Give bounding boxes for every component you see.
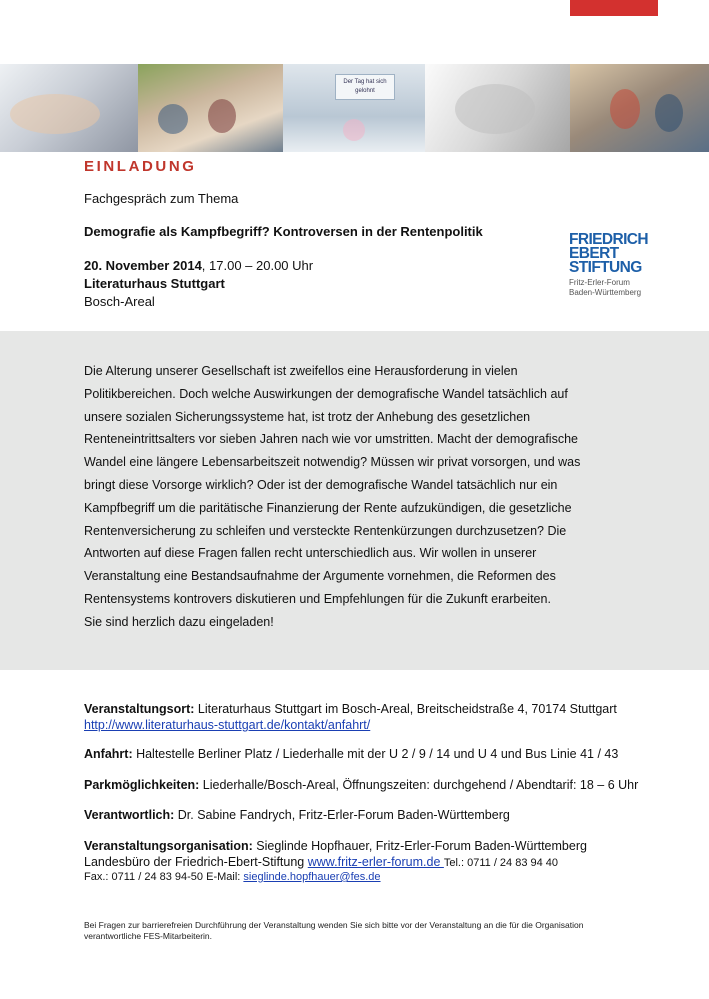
person-shape bbox=[655, 94, 683, 132]
responsible-text: Dr. Sabine Fandrych, Fritz-Erler-Forum Baden-Württemberg bbox=[174, 808, 510, 822]
logo-line-1: FRIEDRICH bbox=[569, 231, 648, 248]
event-venue bbox=[84, 275, 313, 293]
forum-website-link[interactable]: www.fritz-erler-forum.de bbox=[307, 855, 444, 869]
office-text: Landesbüro der Friedrich-Ebert-Stiftung bbox=[84, 855, 308, 869]
fes-logo bbox=[569, 233, 664, 313]
organisation-label: Veranstaltungsorganisation: bbox=[84, 839, 253, 853]
description-line: Antworten auf diese Fragen fallen recht unterschiedlich aus. Wir wollen in unserer bbox=[84, 546, 537, 561]
footnote-line: verantwortliche FES-Mitarbeiterin. bbox=[84, 931, 213, 941]
access-label: Anfahrt: bbox=[84, 747, 133, 761]
logo-sub-2: Baden-Württemberg bbox=[569, 288, 642, 297]
access-info bbox=[84, 746, 684, 762]
description-line: Politikbereichen. Doch welche Auswirkungen der demografische Wandel tatsächlich auf bbox=[84, 386, 568, 401]
event-datetime bbox=[84, 257, 313, 275]
description-line: Sie sind herzlich dazu eingeladen! bbox=[84, 614, 274, 629]
venue-info bbox=[84, 701, 684, 733]
description-line: unsere sozialen Sicherungssysteme hat, ist trotz der Anhebung des gesetzlichen bbox=[84, 409, 531, 424]
event-area: Bosch-Areal bbox=[84, 294, 155, 309]
photo-banner bbox=[0, 64, 709, 152]
event-intro: Fachgespräch zum Thema bbox=[84, 191, 239, 206]
event-time: , 17.00 – 20.00 Uhr bbox=[201, 258, 314, 273]
parking-text: Liederhalle/Bosch-Areal, Öffnungszeiten: durchgehend / Abendtarif: 18 – 6 Uhr bbox=[199, 778, 639, 792]
description-line: Rentensystems kontrovers diskutieren und Empfehlungen für die Zukunft erarbeiten. bbox=[84, 591, 551, 606]
accessibility-footnote bbox=[84, 920, 644, 942]
email-link[interactable]: sieglinde.hopfhauer@fes.de bbox=[243, 871, 381, 883]
parking-label: Parkmöglichkeiten: bbox=[84, 778, 200, 792]
logo-sub-1: Fritz-Erler-Forum bbox=[569, 278, 630, 287]
logo-line-2: EBERT bbox=[569, 245, 619, 262]
cup-shape bbox=[343, 119, 365, 141]
hands-shape bbox=[10, 94, 100, 134]
footnote-line: Bei Fragen zur barrierefreien Durchführung der Veranstaltung wenden Sie sich bitte vor der Veranstaltung an die für die Organisation bbox=[84, 920, 584, 930]
person-shape bbox=[158, 104, 188, 134]
description-text bbox=[84, 360, 624, 634]
fax-email-text: Fax.: 0711 / 24 83 94-50 E-Mail: bbox=[84, 871, 244, 883]
organisation-line bbox=[84, 838, 684, 854]
description-line: Kampfbegriff um die paritätische Finanzierung der Rente aufzukündigen, die gesetzliche bbox=[84, 500, 572, 515]
photo-keyboard-hands bbox=[0, 64, 138, 152]
person-shape bbox=[610, 89, 640, 129]
feedback-card: Der Tag hat sich gelohnt bbox=[335, 74, 395, 100]
red-corner-tab bbox=[570, 0, 658, 16]
hand-shape bbox=[455, 84, 535, 134]
venue-name: Literaturhaus Stuttgart bbox=[84, 276, 225, 291]
description-line: Wandel eine längere Lebensarbeitszeit notwendig? Müssen wir privat vorsorgen, und was bbox=[84, 455, 581, 470]
person-shape bbox=[208, 99, 236, 133]
event-details-block bbox=[84, 257, 313, 311]
responsible-label: Verantwortlich: bbox=[84, 808, 175, 822]
description-line: bringt diese Vorsorge wirklich? Oder ist der demografische Wandel tatsächlich nur ein bbox=[84, 477, 558, 492]
invitation-heading: EINLADUNG bbox=[84, 158, 197, 175]
venue-link-line bbox=[84, 717, 684, 733]
logo-line-3: STIFTUNG bbox=[569, 259, 642, 276]
contact-line bbox=[84, 871, 684, 884]
parking-info bbox=[84, 777, 684, 793]
event-topic: Demografie als Kampfbegriff? Kontroversen in der Rentenpolitik bbox=[84, 224, 483, 239]
venue-directions-link[interactable]: http://www.literaturhaus-stuttgart.de/kontakt/anfahrt/ bbox=[84, 718, 371, 732]
photo-writing-notes bbox=[425, 64, 570, 152]
organisation-text: Sieglinde Hopfhauer, Fritz-Erler-Forum Baden-Württemberg bbox=[252, 839, 587, 853]
access-text: Haltestelle Berliner Platz / Liederhalle mit der U 2 / 9 / 14 und U 4 und Bus Linie 41 / 43 bbox=[132, 747, 619, 761]
venue-label: Veranstaltungsort: bbox=[84, 702, 195, 716]
office-line bbox=[84, 854, 684, 871]
description-line: Die Alterung unserer Gesellschaft ist zweifellos eine Herausforderung in vielen bbox=[84, 364, 518, 378]
event-date: 20. November 2014 bbox=[84, 258, 202, 273]
description-line: Rentenversicherung zu schleifen und versteckte Rentenkürzungen durchzusetzen? Die bbox=[84, 523, 567, 538]
responsible-info bbox=[84, 807, 684, 823]
telephone-text: Tel.: 0711 / 24 83 94 40 bbox=[443, 857, 559, 869]
venue-address: Literaturhaus Stuttgart im Bosch-Areal, Breitscheidstraße 4, 70174 Stuttgart bbox=[194, 702, 617, 716]
description-line: Veranstaltung eine Bestandsaufnahme der Argumente vornehmen, die Reformen des bbox=[84, 569, 556, 584]
photo-feedback-card bbox=[283, 64, 425, 152]
organisation-info bbox=[84, 838, 684, 884]
photo-discussion bbox=[570, 64, 709, 152]
photo-seminar-group bbox=[138, 64, 283, 152]
venue-line bbox=[84, 701, 684, 717]
description-line: Renteneintrittsalters vor sieben Jahren nach wie vor umstritten. Macht der demografische bbox=[84, 432, 578, 447]
